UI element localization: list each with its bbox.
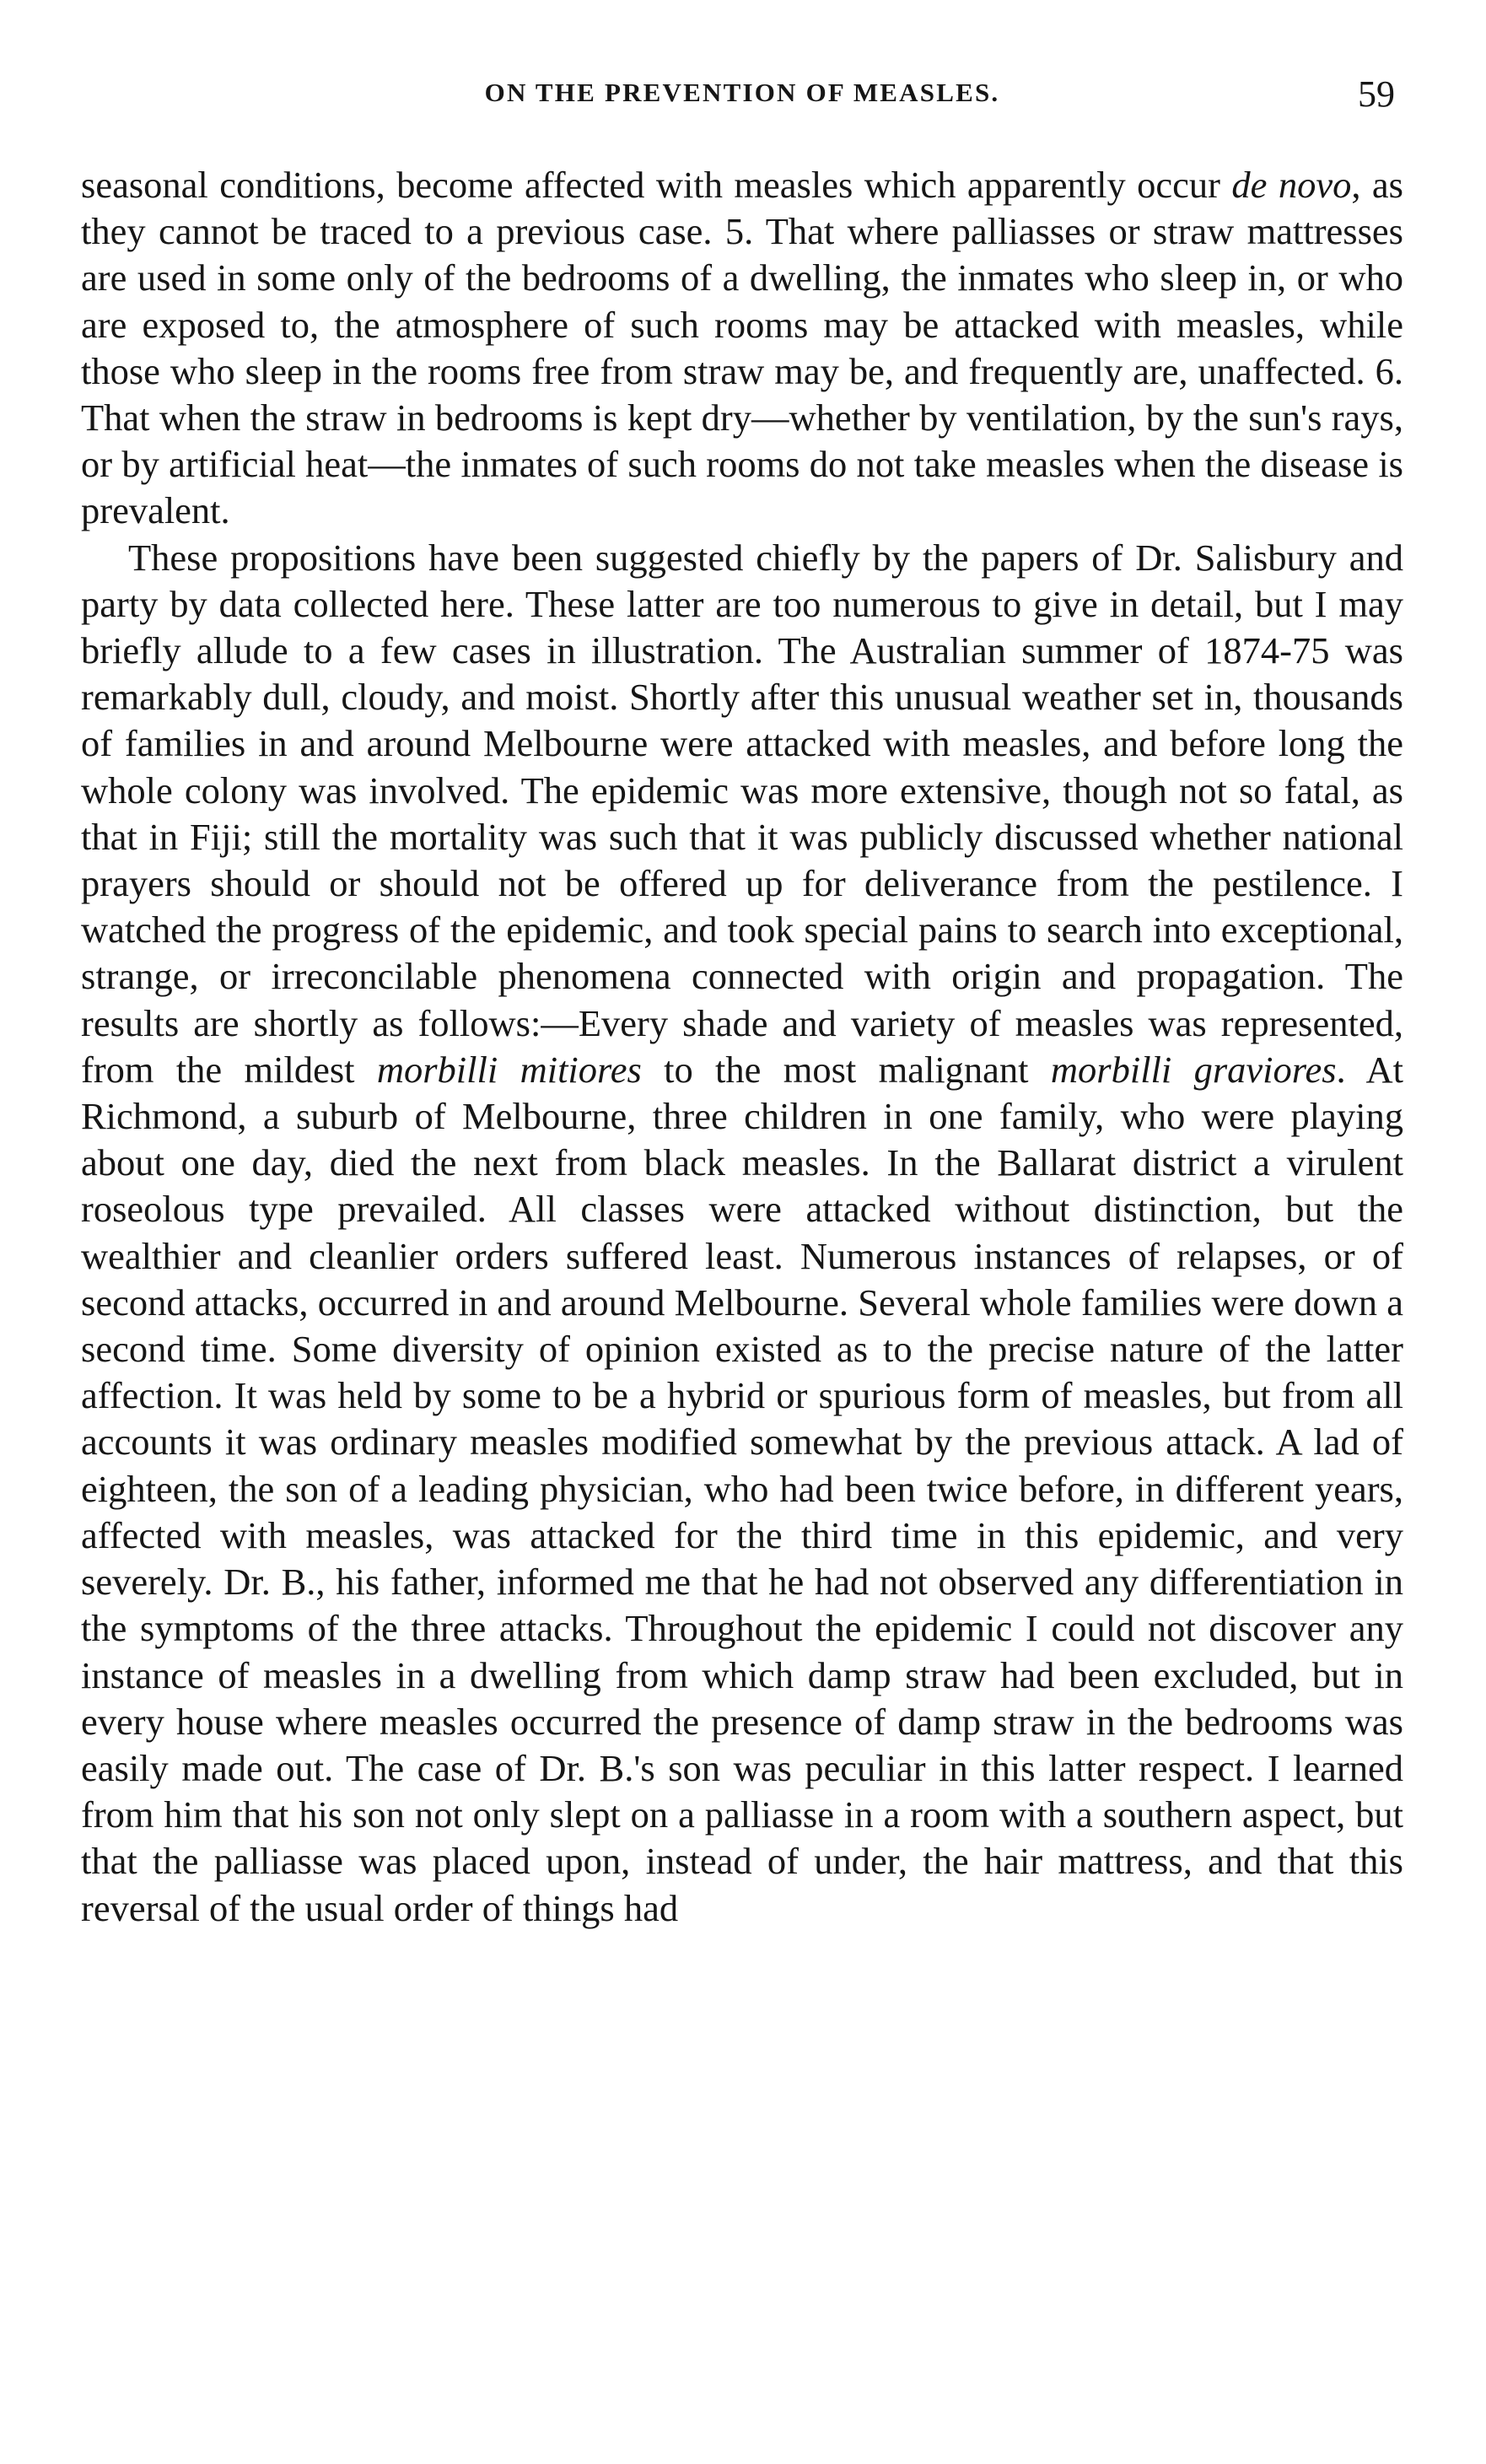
document-page bbox=[81, 73, 1403, 2401]
text-run: , as they cannot be traced to a previous case. 5. That where palliasses or straw mattresses are used in some only of the bedrooms of a dwelling, the inmates who sleep in, or who are exposed to, the atmosphere of such rooms may be attacked with measles, while those who sleep in the rooms free from straw may be, and frequently are, unaffected. 6. That when the straw in bedrooms is kept dry—whether by ventilation, by the sun's rays, or by artificial heat—the inmates of such rooms do not take measles when the disease is prevalent. bbox=[81, 164, 1403, 532]
text-run: to the most malignant bbox=[641, 1048, 1051, 1091]
running-header bbox=[81, 73, 1403, 132]
text-run: seasonal conditions, become affected with measles which apparently occur bbox=[81, 164, 1232, 206]
text-run: These propositions have been suggested chiefly by the papers of Dr. Salisbury and party by data collected here. These latter are too numerous to give in detail, but I may briefly allude to a few cases in illustration. The Australian summer of 1874-75 was remarkably dull, cloudy, and moist. Shortly after this unusual weather set in, thousands of families in and around Melbourne were attacked with measles, and before long the whole colony was involved. The epidemic was more extensive, though not so fatal, as that in Fiji; still the mortality was such that it was publicly discussed whether national prayers should or should not be offered up for deliverance from the pestilence. I watched the progress of the epidemic, and took special pains to search into exceptional, strange, or irreconcilable phenomena connected with origin and propagation. The results are shortly as follows:—Every shade and variety of measles was represented, from the mildest bbox=[81, 536, 1403, 1091]
paragraph-continued bbox=[81, 162, 1403, 535]
page-number: 59 bbox=[1358, 73, 1395, 115]
text-run: . At Richmond, a suburb of Melbourne, three children in one family, who were playing about one day, died the next from black measles. In the Ballarat district a virulent roseolous type prevailed. All classes were attacked without distinction, but the wealthier and cleanlier orders suffered least. Numerous instances of relapses, or of second attacks, occurred in and around Melbourne. Several whole families were down a second time. Some diversity of opinion existed as to the precise nature of the latter affection. It was held by some to be a hybrid or spurious form of measles, but from all accounts it was ordinary measles modified somewhat by the previous attack. A lad of eighteen, the son of a leading physician, who had been twice before, in different years, affected with measles, was attacked for the third time in this epidemic, and very severely. Dr. B., his father, informed me that he had not observed any differentiation in the symptoms of the three attacks. Throughout the epidemic I could not discover any instance of measles in a dwelling from which damp straw had been excluded, but in every house where measles occurred the presence of damp straw in the bedrooms was easily made out. The case of Dr. B.'s son was peculiar in this latter respect. I learned from him that his son not only slept on a palliasse in a room with a southern aspect, but that the palliasse was placed upon, instead of under, the hair mattress, and that this reversal of the usual order of things had bbox=[81, 1048, 1404, 1929]
paragraph-propositions bbox=[81, 535, 1403, 1932]
running-title: ON THE PREVENTION OF MEASLES. bbox=[484, 78, 1000, 107]
body-text bbox=[81, 162, 1403, 1932]
italic-phrase-de-novo: de novo bbox=[1231, 164, 1352, 206]
italic-phrase-morbilli-mitiores: morbilli mitiores bbox=[376, 1048, 642, 1091]
italic-phrase-morbilli-graviores: morbilli graviores bbox=[1050, 1048, 1337, 1091]
